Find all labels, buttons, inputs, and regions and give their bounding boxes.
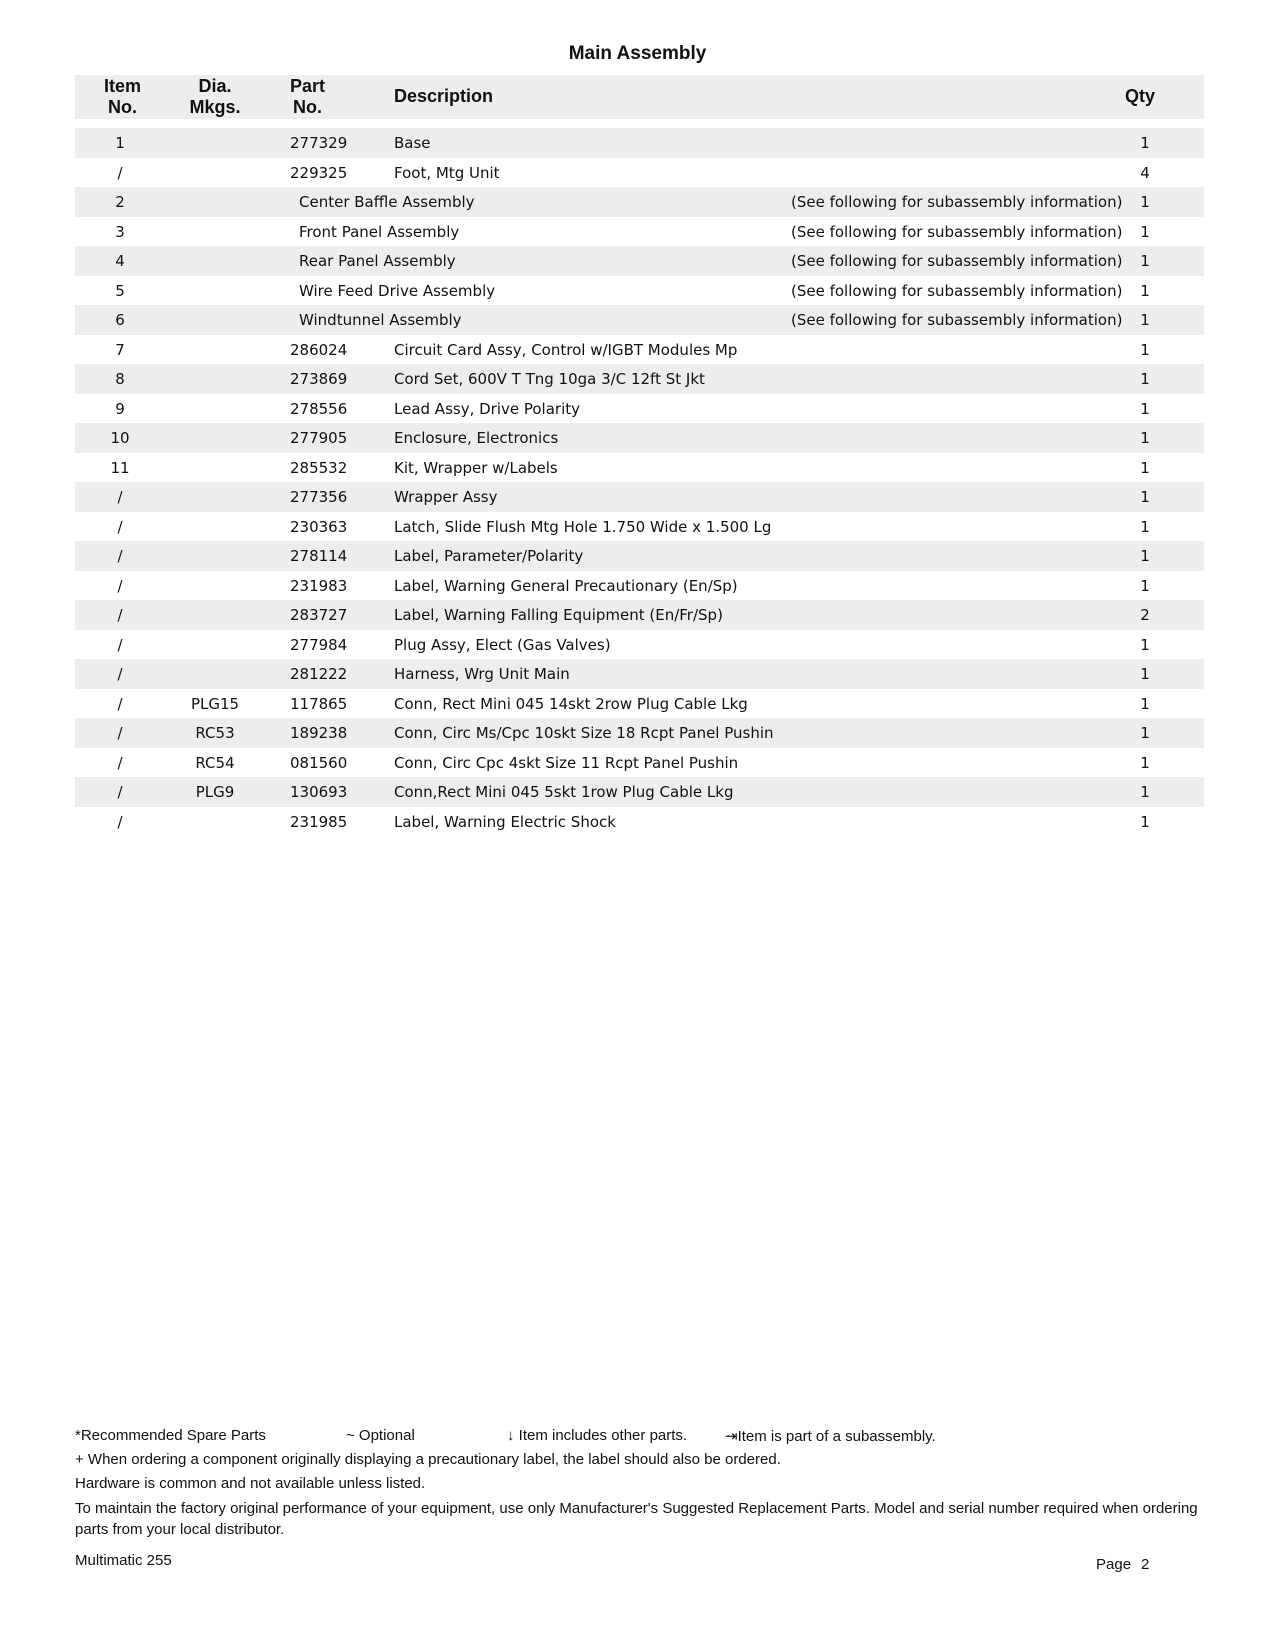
footer-precaution-note: + When ordering a component originally displaying a precautionary label, the label should also be ordered. — [75, 1451, 781, 1468]
description-cell: Conn, Circ Ms/Cpc 10skt Size 18 Rcpt Panel Pushin — [394, 724, 774, 742]
table-row — [75, 305, 1204, 335]
description-cell: Kit, Wrapper w/Labels — [394, 458, 558, 477]
qty-cell: 1 — [1140, 134, 1150, 152]
qty-cell: 2 — [1140, 606, 1150, 624]
table-row — [75, 482, 1204, 512]
part-no-cell: 278556 — [290, 399, 348, 418]
table-row — [75, 718, 1204, 748]
table-row — [75, 128, 1204, 158]
header-part-line1: Part — [289, 76, 325, 96]
description-cell: Wire Feed Drive Assembly — [299, 281, 496, 300]
page-label: Page — [1096, 1556, 1132, 1573]
description-cell: Windtunnel Assembly — [299, 311, 462, 329]
part-no-cell: 283727 — [290, 606, 348, 624]
subassembly-note-cell: (See following for subassembly information) — [791, 222, 1123, 241]
description-cell: Plug Assy, Elect (Gas Valves) — [394, 635, 611, 654]
description-cell: Front Panel Assembly — [299, 222, 460, 241]
legend-includes-other-parts: ↓ Item includes other parts. — [507, 1427, 688, 1444]
part-no-cell: 277984 — [290, 635, 348, 654]
table-header — [75, 75, 1204, 119]
description-cell: Label, Warning General Precautionary (En/Sp) — [394, 576, 738, 595]
footer-hardware-note: Hardware is common and not available unless listed. — [75, 1475, 426, 1492]
description-cell: Rear Panel Assembly — [299, 252, 456, 270]
page-number-value: 2 — [1141, 1556, 1150, 1573]
description-cell: Foot, Mtg Unit — [394, 163, 500, 182]
item-no-cell: / — [117, 606, 123, 624]
item-no-cell: / — [117, 635, 123, 654]
qty-cell: 1 — [1140, 724, 1150, 742]
description-cell: Label, Parameter/Polarity — [394, 547, 584, 565]
header-part-no — [285, 76, 330, 118]
part-no-cell: 081560 — [290, 753, 348, 772]
part-no-cell: 230363 — [290, 517, 348, 536]
part-no-cell: 277905 — [290, 429, 348, 447]
table-row — [75, 217, 1204, 247]
table-row — [75, 364, 1204, 394]
dia-mkgs-cell: RC53 — [195, 724, 235, 742]
item-no-cell: 5 — [115, 281, 125, 300]
header-dia-line2: Mkgs. — [189, 97, 241, 117]
qty-cell: 1 — [1140, 694, 1150, 713]
item-no-cell: 8 — [115, 370, 125, 388]
item-no-cell: 9 — [115, 399, 125, 418]
item-no-cell: 6 — [115, 311, 125, 329]
header-item-line1: Item — [103, 76, 141, 96]
legend-part-of-subassembly: ⇥Item is part of a subassembly. — [725, 1428, 936, 1445]
description-cell: Lead Assy, Drive Polarity — [394, 399, 581, 418]
table-row — [75, 423, 1204, 453]
dia-mkgs-cell: PLG15 — [190, 694, 240, 713]
header-item-line2: No. — [108, 97, 137, 117]
table-row — [75, 659, 1204, 689]
page-title: Main Assembly — [568, 43, 707, 64]
part-no-cell: 277356 — [290, 488, 348, 506]
part-no-cell: 273869 — [290, 370, 348, 388]
qty-cell: 1 — [1140, 812, 1150, 831]
qty-cell: 1 — [1140, 370, 1150, 388]
description-cell: Conn, Rect Mini 045 14skt 2row Plug Cable Lkg — [394, 694, 748, 713]
parts-table-body — [75, 128, 1204, 836]
table-row — [75, 748, 1204, 778]
item-no-cell: / — [117, 783, 123, 801]
part-no-cell: 231985 — [290, 812, 348, 831]
description-cell: Harness, Wrg Unit Main — [394, 665, 570, 683]
description-cell: Circuit Card Assy, Control w/IGBT Modules Mp — [394, 340, 738, 359]
qty-cell: 1 — [1140, 311, 1150, 329]
part-no-cell: 285532 — [290, 458, 348, 477]
table-row — [75, 541, 1204, 571]
table-row — [75, 630, 1204, 660]
legend-spare-parts: *Recommended Spare Parts — [75, 1427, 266, 1444]
qty-cell: 1 — [1140, 576, 1150, 595]
table-row — [75, 335, 1204, 365]
page-number — [1096, 1556, 1159, 1573]
item-no-cell: 4 — [115, 252, 125, 270]
footer-maintain-note: To maintain the factory original performance of your equipment, use only Manufacturer's Suggested Replacement Parts. Model and serial number required when ordering parts from your local distributor. — [75, 1500, 1198, 1538]
subassembly-note-cell: (See following for subassembly information) — [791, 311, 1123, 329]
description-cell: Label, Warning Electric Shock — [394, 812, 616, 831]
item-no-cell: / — [117, 665, 123, 683]
item-no-cell: / — [117, 576, 123, 595]
dia-mkgs-cell: PLG9 — [195, 783, 235, 801]
table-row — [75, 394, 1204, 424]
qty-cell: 1 — [1140, 753, 1150, 772]
part-no-cell: 189238 — [290, 724, 348, 742]
table-row — [75, 689, 1204, 719]
table-row — [75, 807, 1204, 837]
qty-cell: 1 — [1140, 458, 1150, 477]
qty-cell: 1 — [1140, 193, 1150, 211]
table-row — [75, 571, 1204, 601]
subassembly-note-cell: (See following for subassembly information) — [791, 281, 1123, 300]
item-no-cell: 11 — [110, 458, 130, 477]
description-cell: Conn,Rect Mini 045 5skt 1row Plug Cable Lkg — [394, 783, 734, 801]
table-row — [75, 246, 1204, 276]
qty-cell: 1 — [1140, 665, 1150, 683]
item-no-cell: 3 — [115, 222, 125, 241]
header-qty: Qty — [1125, 86, 1156, 106]
description-cell: Enclosure, Electronics — [394, 429, 559, 447]
item-no-cell: 7 — [115, 340, 125, 359]
description-cell: Center Baffle Assembly — [299, 193, 475, 211]
description-cell: Wrapper Assy — [394, 488, 498, 506]
item-no-cell: 2 — [115, 193, 125, 211]
table-row — [75, 453, 1204, 483]
description-cell: Cord Set, 600V T Tng 10ga 3/C 12ft St Jkt — [394, 370, 705, 388]
footer-legend — [75, 1427, 1205, 1447]
subassembly-note-cell: (See following for subassembly information) — [791, 252, 1123, 270]
table-row — [75, 187, 1204, 217]
qty-cell: 1 — [1140, 547, 1150, 565]
description-cell: Base — [394, 134, 431, 152]
qty-cell: 1 — [1140, 252, 1150, 270]
part-no-cell: 281222 — [290, 665, 348, 683]
table-row — [75, 777, 1204, 807]
item-no-cell: 1 — [115, 134, 125, 152]
qty-cell: 1 — [1140, 783, 1150, 801]
item-no-cell: / — [117, 753, 123, 772]
item-no-cell: / — [117, 547, 123, 565]
item-no-cell: / — [117, 724, 123, 742]
part-no-cell: 117865 — [290, 694, 348, 713]
qty-cell: 1 — [1140, 399, 1150, 418]
footer-model-name: Multimatic 255 — [75, 1552, 172, 1569]
header-item-no — [100, 76, 145, 118]
item-no-cell: / — [117, 812, 123, 831]
header-part-line2: No. — [293, 97, 322, 117]
qty-cell: 1 — [1140, 281, 1150, 300]
table-row — [75, 276, 1204, 306]
description-cell: Conn, Circ Cpc 4skt Size 11 Rcpt Panel Pushin — [394, 753, 739, 772]
qty-cell: 1 — [1140, 488, 1150, 506]
dia-mkgs-cell: RC54 — [195, 753, 235, 772]
qty-cell: 1 — [1140, 340, 1150, 359]
item-no-cell: / — [117, 517, 123, 536]
part-no-cell: 231983 — [290, 576, 348, 595]
qty-cell: 1 — [1140, 517, 1150, 536]
header-description: Description — [394, 86, 494, 106]
part-no-cell: 130693 — [290, 783, 348, 801]
description-cell: Latch, Slide Flush Mtg Hole 1.750 Wide x 1.500 Lg — [394, 517, 772, 536]
legend-optional: ~ Optional — [346, 1427, 415, 1444]
qty-cell: 4 — [1140, 163, 1150, 182]
header-dia-line1: Dia. — [198, 76, 232, 96]
subassembly-note-cell: (See following for subassembly information) — [791, 193, 1123, 211]
qty-cell: 1 — [1140, 429, 1150, 447]
part-no-cell: 277329 — [290, 134, 348, 152]
item-no-cell: / — [117, 488, 123, 506]
item-no-cell: / — [117, 163, 123, 182]
description-cell: Label, Warning Falling Equipment (En/Fr/Sp) — [394, 606, 723, 624]
part-no-cell: 286024 — [290, 340, 348, 359]
table-row — [75, 158, 1204, 188]
table-row — [75, 600, 1204, 630]
part-no-cell: 278114 — [290, 547, 348, 565]
table-row — [75, 512, 1204, 542]
item-no-cell: / — [117, 694, 123, 713]
item-no-cell: 10 — [110, 429, 130, 447]
qty-cell: 1 — [1140, 635, 1150, 654]
header-dia-mkgs — [180, 76, 250, 118]
qty-cell: 1 — [1140, 222, 1150, 241]
part-no-cell: 229325 — [290, 163, 348, 182]
